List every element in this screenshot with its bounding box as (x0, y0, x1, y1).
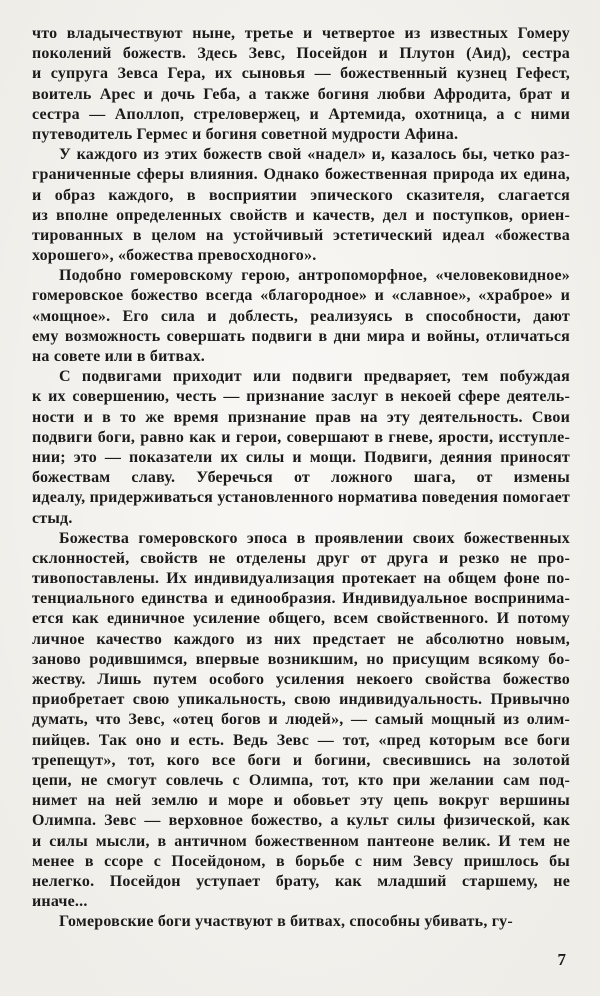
text-line: Олимпа. Зевс — верховное божество, а культ силы физической, как (32, 812, 570, 830)
text-line: путеводитель Гермес и богиня советной мудрости Афина. (32, 125, 459, 143)
text-line: ется как единичное усиление общего, всем свойственного. И потому (32, 610, 570, 628)
text-line: менее в ссоре с Посейдоном, в борьбе с ним Зевсу пришлось бы (32, 852, 570, 870)
paragraph (32, 912, 570, 932)
text-line: божествам славу. Уберечься от ложного шага, от измены (32, 469, 570, 487)
paragraph (32, 266, 570, 367)
text-line: что владычествуют ныне, третье и четвертое из известных Гомеру (32, 25, 570, 42)
text-line: «мощное». Его сила и доблесть, реализуясь в способности, дают (32, 307, 570, 325)
text-line: иначе... (32, 893, 88, 911)
text-line: воитель Арес и дочь Геба, а также богиня любви Афродита, брат и (32, 85, 570, 103)
paragraph (32, 145, 570, 266)
text-line: заново родившимся, впервые возникшим, но присущим всякому бо- (32, 650, 570, 668)
text-line: тированных в целом на устойчивый эстетический идеал «божества (32, 226, 570, 244)
text-line: идеалу, придерживаться установленного норматива поведения помогает (32, 489, 570, 507)
paragraph (32, 24, 570, 145)
text-line: приобретает свою упикальность, свою индивидуальность. Привычно (32, 691, 570, 709)
paragraph (32, 529, 570, 913)
text-line: к их совершению, честь — признание заслуг в некоей сфере деятель- (32, 388, 570, 406)
text-line: сестра — Аполлоп, стреловержец, и Артемида, охотница, а с ними (32, 105, 570, 123)
text-line: гомеровское божество всегда «благородное» и «славное», «храброе» и (32, 287, 570, 305)
text-line: жеству. Лишь путем особого усиления некоего свойства божество (32, 671, 570, 688)
text-line: нелегко. Посейдон уступает брату, как младший старшему, не (32, 872, 570, 890)
text-line: думать, что Зевс, «отец богов и людей», — самый мощный из олим- (32, 711, 570, 729)
text-line: поколений божеств. Здесь Зевс, Посейдон и Плутон (Аид), сестра (32, 45, 570, 63)
text-line: ему возможность совершать подвиги в дни мира и войны, отличаться (32, 327, 570, 345)
text-line: нимет на ней землю и море и обовьет эту цепь вокруг вершины (32, 792, 570, 810)
paragraph (32, 367, 570, 529)
text-line: стыд. (32, 509, 73, 527)
text-line: граниченные сферы влияния. Однако божественная природа их едина, (32, 166, 570, 184)
text-line: У каждого из этих божеств свой «надел» и, казалось бы, четко раз- (59, 146, 570, 164)
text-line: нии; это — показатели их силы и мощи. Подвиги, деяния приносят (32, 448, 570, 466)
text-line: тенциального единства и единообразия. Индивидуальное воспринима- (32, 590, 570, 608)
text-line: хорошего», «божества превосходного». (32, 247, 317, 265)
text-line: и силы мысли, в античном божественном пантеоне велик. И тем не (32, 832, 570, 850)
text-line: и образ каждого, в восприятии эпического сказителя, слагается (32, 186, 570, 204)
text-line: пийцев. Так оно и есть. Ведь Зевс — тот, «пред которым все боги (32, 731, 570, 749)
text-line: цепи, не смогут совлечь с Олимпа, тот, кто при желании сам под- (32, 771, 570, 789)
text-line: трепещут», тот, кого все боги и богини, свесившись на золотой (32, 751, 570, 769)
text-line: ности и в то же время признание прав на эту деятельность. Свои (32, 408, 570, 426)
page-number: 7 (557, 950, 566, 969)
text-line: личное качество каждого из них предстает не абсолютно новым, (32, 630, 570, 648)
text-line: и супруга Зевса Гера, их сыновья — божественный кузнец Гефест, (32, 65, 570, 83)
text-line: Гомеровские боги участвуют в битвах, способны убивать, гу- (59, 913, 513, 931)
text-line: С подвигами приходит или подвиги предваряет, тем побуждая (59, 368, 570, 386)
text-block (32, 24, 570, 932)
text-line: склонностей, свойств не отделены друг от друга и резко не про- (32, 549, 570, 567)
text-line: на совете или в битвах. (32, 348, 205, 365)
text-line: Божества гомеровского эпоса в проявлении своих божественных (59, 529, 570, 547)
text-line: из вполне определенных свойств и качеств, дел и поступков, ориен- (32, 206, 570, 224)
text-line: подвиги боги, равно как и герои, совершают в гневе, ярости, исступле- (32, 428, 570, 446)
text-line: тивопоставлены. Их индивидуализация протекает на общем фоне по- (32, 570, 570, 588)
text-line: Подобно гомеровскому герою, антропоморфное, «человековидное» (59, 267, 570, 285)
